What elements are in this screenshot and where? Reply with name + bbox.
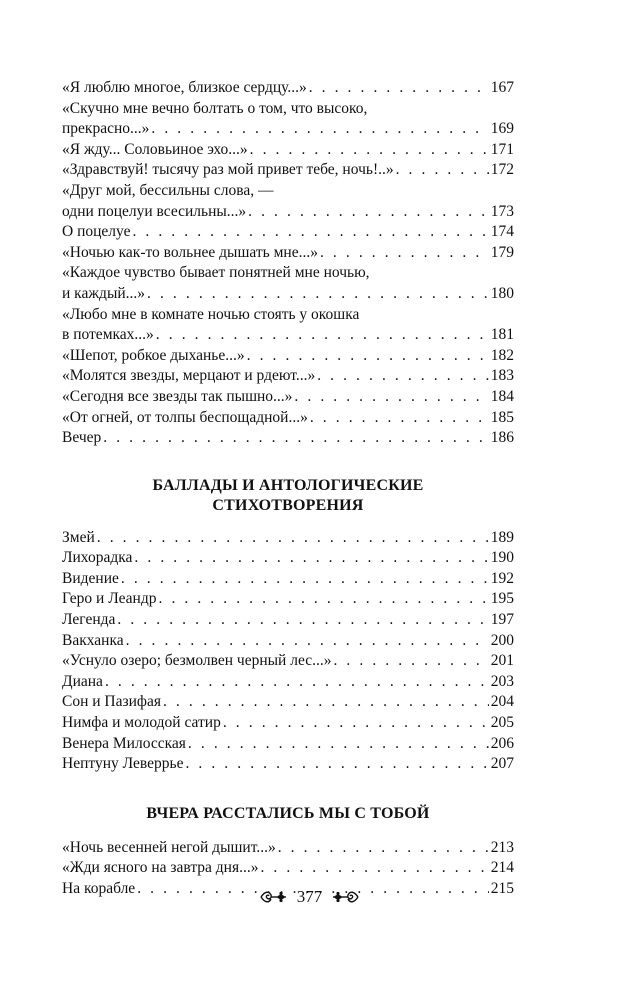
toc-entry (62, 528, 514, 549)
toc-entry-line (62, 428, 514, 449)
toc-page-number: 174 (490, 223, 514, 241)
dot-leader (134, 548, 488, 569)
toc-entry (62, 99, 514, 140)
dot-leader (310, 408, 489, 429)
toc-entry (62, 734, 514, 755)
toc-entry-title: «От огней, от толпы беспощадной...» (62, 408, 308, 426)
toc-page-number: 169 (490, 120, 514, 138)
toc-page-number: 206 (490, 734, 514, 752)
toc-entry-line (62, 243, 514, 264)
toc-entry (62, 140, 514, 161)
toc-entry (62, 569, 514, 590)
section-title-line: БАЛЛАДЫ И АНТОЛОГИЧЕСКИЕ (152, 476, 424, 494)
dot-leader (320, 243, 489, 264)
toc-entry-line (62, 160, 514, 181)
toc-entry-title: Нептуну Леверрье (62, 755, 184, 773)
toc-entry-line (62, 610, 514, 631)
dot-leader (294, 387, 488, 408)
toc-entry (62, 346, 514, 367)
toc-page-number: 195 (490, 590, 514, 608)
dot-leader (103, 428, 488, 449)
toc-entry-line (62, 528, 514, 549)
toc-entry-line (62, 651, 514, 672)
toc-entry (62, 838, 514, 859)
toc-entry-title: «Любо мне в комнате ночью стоять у окошка (62, 305, 360, 323)
toc-entry (62, 305, 514, 346)
toc-entry (62, 222, 514, 243)
toc-entry-title: «Здравствуй! тысячу раз мой привет тебе, ночь!..» (62, 161, 394, 179)
toc-entry (62, 548, 514, 569)
toc-entry (62, 589, 514, 610)
toc-entry-title: Змей (62, 528, 95, 546)
toc-entry (62, 428, 514, 449)
section-title-line: ВЧЕРА РАССТАЛИСЬ МЫ С ТОБОЙ (146, 804, 430, 822)
toc-entry-title: «Я жду... Соловьиное эхо...» (62, 140, 248, 158)
dot-leader (278, 838, 489, 859)
toc-entry (62, 713, 514, 734)
toc-page-number: 205 (490, 714, 514, 732)
page-number: 377 (296, 887, 323, 906)
dot-leader (223, 713, 489, 734)
toc-page-number: 204 (490, 693, 514, 711)
toc-page-number: 171 (490, 140, 514, 158)
toc-entry-line (62, 734, 514, 755)
toc-entry-title: Вечер (62, 429, 102, 447)
toc-entry (62, 672, 514, 693)
toc-entry-title: в потемках...» (62, 326, 154, 344)
toc-page-number: 200 (490, 631, 514, 649)
toc-entry-line (62, 589, 514, 610)
dot-leader (151, 119, 488, 140)
toc-entry-title: Диана (62, 672, 103, 690)
dot-leader (317, 366, 489, 387)
toc-entry (62, 631, 514, 652)
section-title-ballads (62, 476, 514, 516)
toc-entry-line (62, 119, 514, 140)
toc-entry-line (62, 305, 514, 326)
toc-entry-line (62, 858, 514, 879)
toc-entry-title: и каждый...» (62, 284, 146, 302)
dot-leader (117, 610, 488, 631)
dot-leader (260, 858, 488, 879)
floral-ornament-icon (259, 889, 289, 905)
dot-leader (159, 589, 489, 610)
toc-entry-title: О поцелуе (62, 223, 131, 241)
toc-entry-title: «Сегодня все звезды так пышно...» (62, 387, 293, 405)
dot-leader (396, 160, 489, 181)
toc-entry-line (62, 140, 514, 161)
toc-page-number: 173 (490, 202, 514, 220)
dot-leader (247, 346, 489, 367)
toc-entry-line (62, 99, 514, 120)
toc-entry (62, 243, 514, 264)
toc-entry-title: «Друг мой, бессильны слова, — (62, 181, 274, 199)
toc-entry (62, 408, 514, 429)
toc-entry-title: Лихорадка (62, 549, 133, 567)
section-title-vchera (62, 804, 514, 824)
toc-entry-title: Сон и Пазифая (62, 693, 161, 711)
dot-leader (309, 78, 489, 99)
toc-entry-line (62, 222, 514, 243)
toc-entry-title: «Жди ясного на завтра дня...» (62, 859, 259, 877)
toc-page-number: 182 (490, 346, 514, 364)
toc-entry (62, 78, 514, 99)
table-of-contents (62, 78, 514, 900)
toc-entry (62, 651, 514, 672)
toc-entry-line (62, 263, 514, 284)
dot-leader (97, 528, 489, 549)
toc-entry-title: Вакханка (62, 631, 124, 649)
floral-ornament-icon (330, 889, 360, 905)
dot-leader (185, 754, 488, 775)
toc-entry-line (62, 692, 514, 713)
toc-page-number: 184 (490, 387, 514, 405)
toc-page-number: 172 (490, 161, 514, 179)
toc-page-number: 186 (490, 429, 514, 447)
toc-entry (62, 387, 514, 408)
toc-page-number: 203 (490, 672, 514, 690)
toc-page-number: 192 (490, 569, 514, 587)
page-footer (0, 887, 619, 907)
toc-entry-title: «Каждое чувство бывает понятней мне ночью, (62, 264, 370, 282)
toc-entry-line (62, 325, 514, 346)
dot-leader (248, 202, 489, 223)
toc-page-number: 189 (490, 528, 514, 546)
toc-page-number: 185 (490, 408, 514, 426)
toc-list-ballads (62, 528, 514, 775)
toc-entry-title: «Ночь весенней негой дышит...» (62, 838, 276, 856)
toc-entry-line (62, 181, 514, 202)
toc-page-number: 215 (490, 880, 514, 897)
toc-page-number: 214 (490, 859, 514, 877)
toc-entry-title: «Я люблю многое, близкое сердцу...» (62, 79, 307, 96)
toc-entry-line (62, 284, 514, 305)
toc-list-top (62, 78, 514, 449)
toc-entry-line (62, 366, 514, 387)
toc-entry-title: «Уснуло озеро; безмолвен черный лес...» (62, 652, 332, 670)
toc-entry-line (62, 713, 514, 734)
toc-entry (62, 858, 514, 879)
toc-entry-title: одни поцелуи всесильны...» (62, 202, 247, 220)
toc-entry-title: «Шепот, робкое дыханье...» (62, 346, 245, 364)
toc-entry-title: На корабле (62, 880, 136, 897)
toc-entry-title: «Ночью как-то вольнее дышать мне...» (62, 243, 318, 261)
toc-entry-title: Венера Милосская (62, 734, 186, 752)
toc-entry-title: Легенда (62, 611, 116, 629)
toc-page-number: 207 (490, 755, 514, 773)
toc-entry-line (62, 569, 514, 590)
dot-leader (147, 284, 489, 305)
toc-entry (62, 754, 514, 775)
toc-entry-line (62, 838, 514, 859)
toc-entry-line (62, 408, 514, 429)
toc-entry-title: Видение (62, 569, 119, 587)
toc-entry-line (62, 548, 514, 569)
dot-leader (188, 734, 489, 755)
toc-entry (62, 610, 514, 631)
toc-entry-line (62, 631, 514, 652)
toc-entry (62, 692, 514, 713)
toc-page-number: 179 (490, 243, 514, 261)
toc-page-number: 190 (490, 549, 514, 567)
dot-leader (156, 325, 489, 346)
dot-leader (121, 569, 489, 590)
toc-entry-title: прекрасно...» (62, 120, 150, 138)
toc-entry-line (62, 346, 514, 367)
toc-entry-line (62, 202, 514, 223)
toc-entry-line (62, 754, 514, 775)
toc-entry (62, 160, 514, 181)
toc-page-number: 213 (490, 838, 514, 856)
toc-page-number: 197 (490, 611, 514, 629)
toc-entry-line (62, 672, 514, 693)
dot-leader (132, 222, 488, 243)
toc-entry-title: Геро и Леандр (62, 590, 157, 608)
toc-page-number: 183 (490, 367, 514, 385)
dot-leader (250, 140, 489, 161)
dot-leader (105, 672, 489, 693)
section-title-line: СТИХОТВОРЕНИЯ (212, 496, 364, 514)
dot-leader (333, 651, 488, 672)
toc-page-number: 181 (490, 326, 514, 344)
toc-entry-title: «Скучно мне вечно болтать о том, что высоко, (62, 99, 368, 117)
toc-page-number: 180 (490, 284, 514, 302)
toc-entry-line (62, 78, 514, 99)
toc-page-number: 167 (490, 79, 514, 96)
toc-entry (62, 263, 514, 304)
toc-entry (62, 181, 514, 222)
toc-entry (62, 366, 514, 387)
toc-entry-line (62, 387, 514, 408)
toc-entry-title: Нимфа и молодой сатир (62, 714, 221, 732)
toc-entry-title: «Молятся звезды, мерцают и рдеют...» (62, 367, 316, 385)
dot-leader (163, 692, 489, 713)
toc-page-number: 201 (490, 652, 514, 670)
dot-leader (126, 631, 489, 652)
